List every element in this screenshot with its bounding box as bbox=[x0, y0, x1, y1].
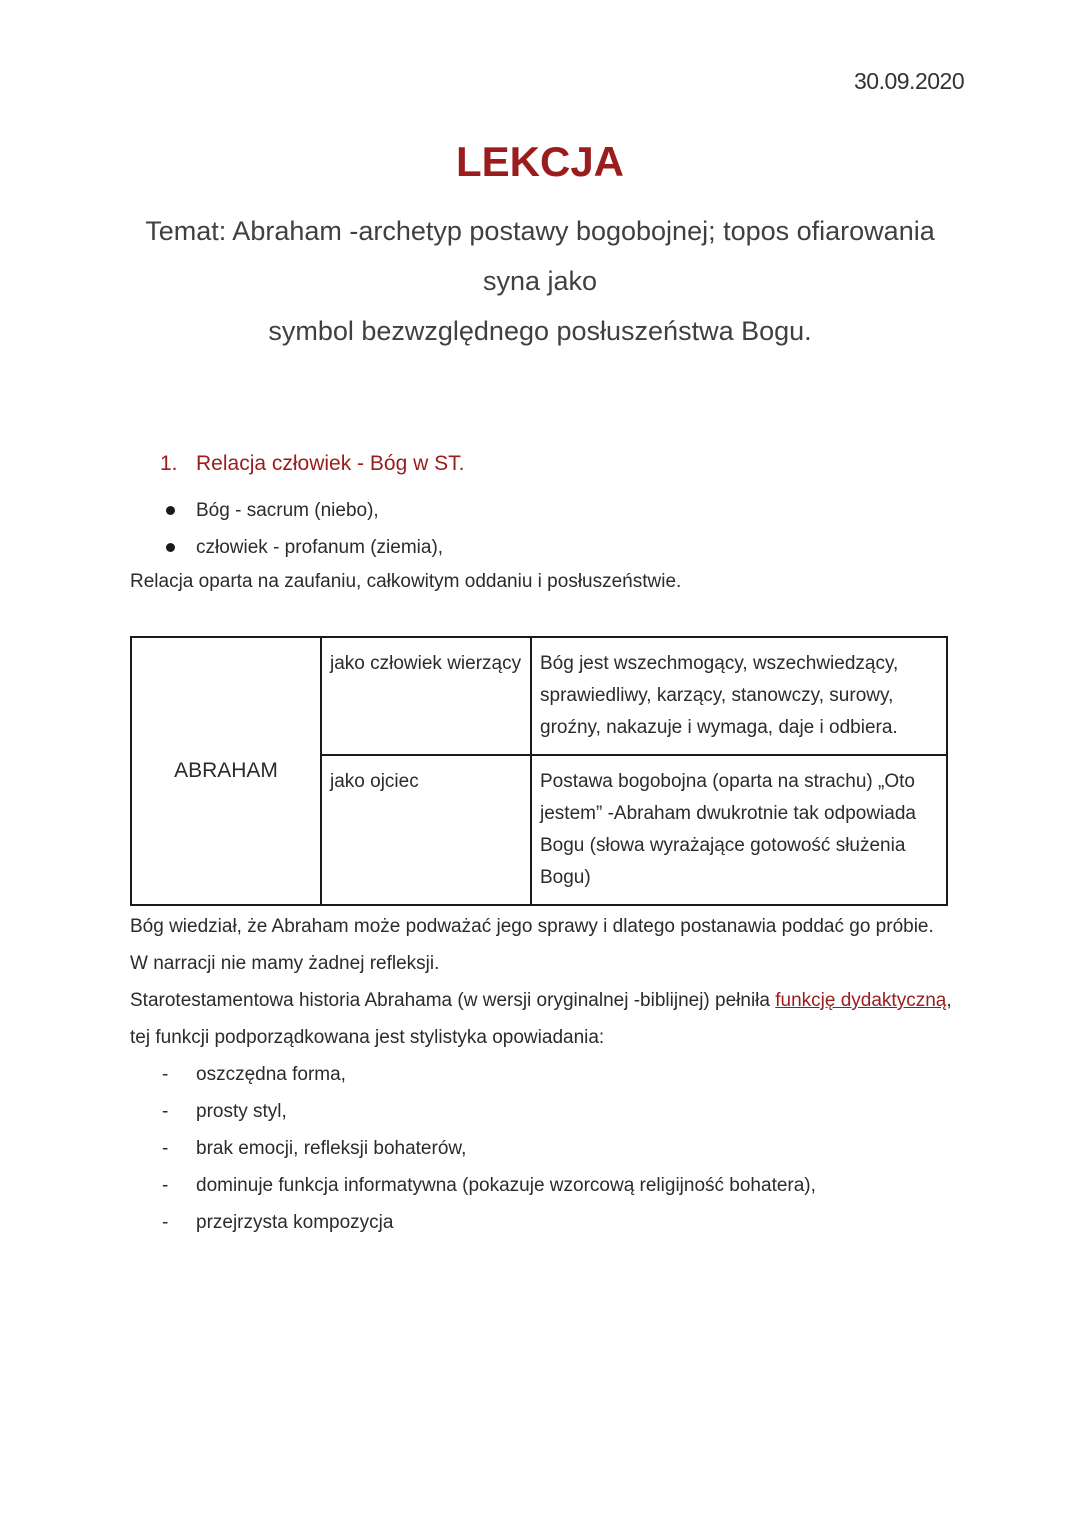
list-item bbox=[160, 1130, 816, 1167]
list-item bbox=[160, 1204, 816, 1241]
page-title: LEKCJA bbox=[455, 138, 625, 185]
document-date: 30.09.2020 bbox=[854, 68, 965, 94]
list-item bbox=[160, 1093, 816, 1130]
list-item-text: człowiek - profanum (ziemia), bbox=[196, 537, 444, 558]
paragraph-narration: W narracji nie mamy żadnej refleksji. bbox=[130, 953, 440, 974]
table-row bbox=[131, 637, 947, 755]
subject-line-1: Temat: Abraham -archetyp postawy bogobojnej; topos ofiarowania syna jako bbox=[145, 216, 935, 296]
dash-marker: - bbox=[162, 1212, 169, 1233]
features-list bbox=[160, 1056, 816, 1241]
list-item-text: dominuje funkcja informatywna (pokazuje wzorcową religijność bohatera), bbox=[196, 1175, 816, 1196]
relation-summary: Relacja oparta na zaufaniu, całkowitym oddaniu i posłuszeństwie. bbox=[130, 571, 682, 592]
subject-line-2: symbol bezwzględnego posłuszeństwa Bogu. bbox=[268, 316, 812, 346]
dash-marker: - bbox=[162, 1175, 169, 1196]
table-cell-name: ABRAHAM bbox=[131, 637, 321, 905]
list-item bbox=[160, 529, 443, 566]
dash-marker: - bbox=[162, 1101, 169, 1122]
lesson-subject bbox=[140, 206, 940, 356]
paragraph-function bbox=[130, 982, 960, 1056]
list-item-text: prosty styl, bbox=[196, 1101, 287, 1122]
paragraph-test: Bóg wiedział, że Abraham może podważać jego sprawy i dlatego postanawia poddać go próbie. bbox=[130, 916, 934, 937]
section-heading bbox=[160, 452, 464, 476]
table-cell-description: Bóg jest wszechmogący, wszechwiedzący, sprawiedliwy, karzący, stanowczy, surowy, groźny, nakazuje i wymaga, daje i odbiera. bbox=[531, 637, 947, 755]
list-item bbox=[160, 1056, 816, 1093]
table-cell-description: Postawa bogobojna (oparta na strachu) „Oto jestem” -Abraham dwukrotnie tak odpowiada Bogu (słowa wyrażające gotowość służenia Bogu) bbox=[531, 755, 947, 905]
table-cell-role: jako człowiek wierzący bbox=[321, 637, 531, 755]
bullet-list bbox=[160, 492, 443, 566]
list-item bbox=[160, 492, 443, 529]
list-item-text: oszczędna forma, bbox=[196, 1064, 346, 1085]
list-item-text: Bóg - sacrum (niebo), bbox=[196, 500, 379, 521]
list-item bbox=[160, 1167, 816, 1204]
abraham-table bbox=[130, 636, 948, 906]
dash-marker: - bbox=[162, 1138, 169, 1159]
section-heading-text: Relacja człowiek - Bóg w ST. bbox=[196, 452, 465, 475]
list-item-text: brak emocji, refleksji bohaterów, bbox=[196, 1138, 467, 1159]
paragraph-function-text-end: , tej funkcji podporządkowana jest stylistyka opowiadania: bbox=[130, 990, 952, 1048]
list-item-text: przejrzysta kompozycja bbox=[196, 1212, 394, 1233]
bullet-icon bbox=[166, 506, 175, 515]
section-number: 1. bbox=[160, 452, 178, 475]
paragraph-function-text: Starotestamentowa historia Abrahama (w wersji oryginalnej -biblijnej) pełniła bbox=[130, 990, 776, 1011]
table-cell-role: jako ojciec bbox=[321, 755, 531, 905]
bullet-icon bbox=[166, 543, 175, 552]
highlight-didactic-function: funkcję dydaktyczną bbox=[775, 990, 947, 1011]
dash-marker: - bbox=[162, 1064, 169, 1085]
